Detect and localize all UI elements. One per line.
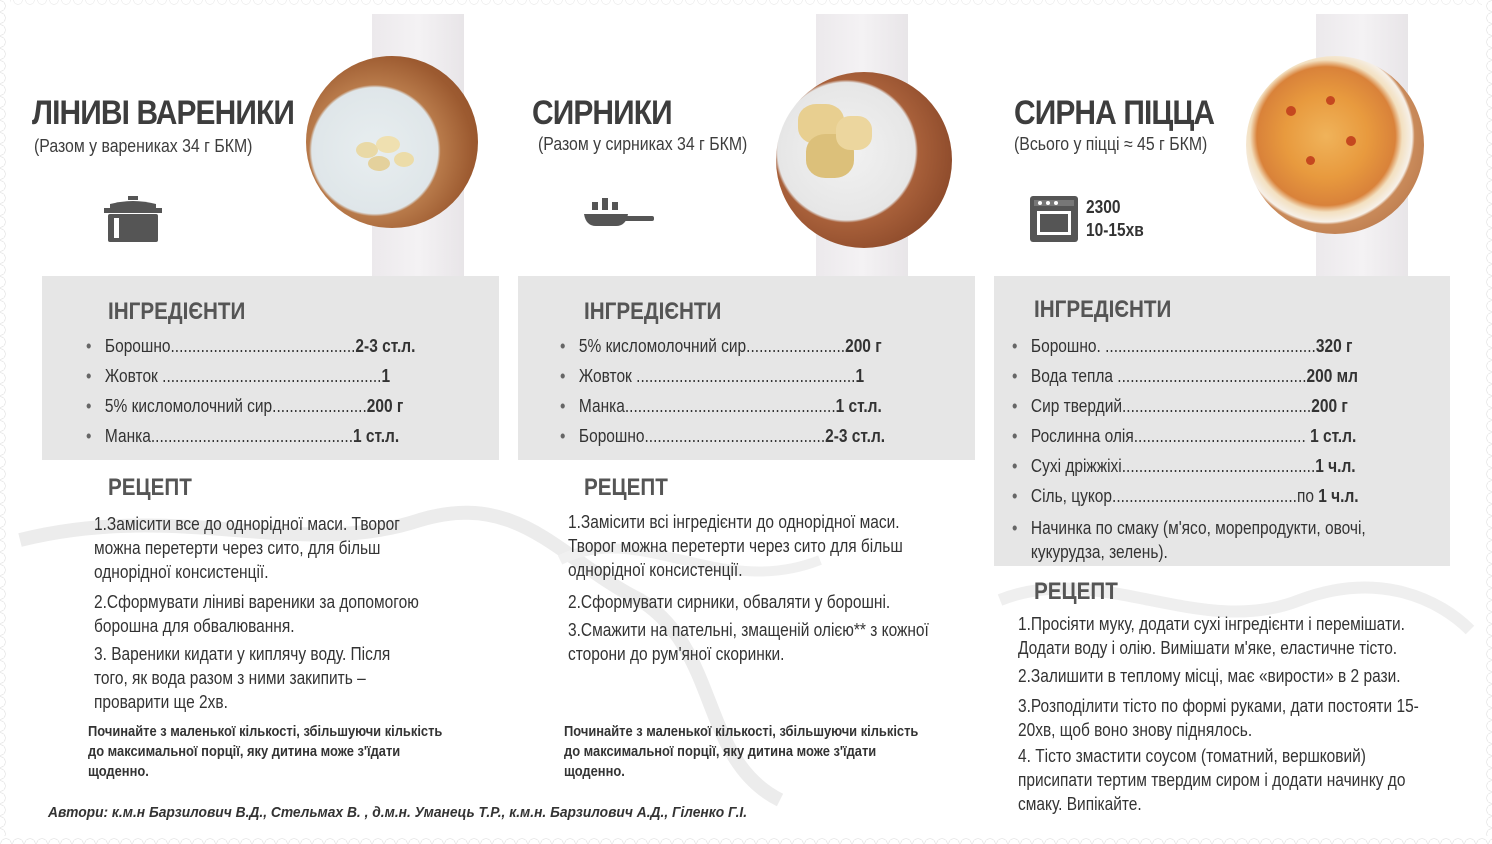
recipe-heading: РЕЦЕПТ <box>584 474 668 501</box>
oven-time: 10-15хв <box>1086 220 1144 240</box>
ingredient-item: • Борошно..........................................2-3 ст.л. <box>560 426 886 446</box>
pot-icon <box>104 196 162 244</box>
ingredient-item: • Борошно. .................................................320 г <box>1012 336 1353 356</box>
ingredient-item: • 5% кисломолочний сир......................200 г <box>86 396 404 416</box>
syrnyky-photo <box>776 72 952 248</box>
frying-pan-icon <box>584 196 654 230</box>
recipe-step: 1.Замісити все до однорідної маси. Творог можна перетерти через сито, для більш однорідної консистенції. <box>94 514 400 582</box>
recipe-step: 2.Залишити в теплому місці, має «вирости» в 2 рази. <box>1018 666 1401 686</box>
ingredient-item: • Рослинна олія........................................ 1 ст.л. <box>1012 426 1357 446</box>
ingredient-item: • Манка...............................................1 ст.л. <box>86 426 400 446</box>
recipe-step: 3.Смажити на пательні, змащеній олією** з кожної сторони до рум'яної скоринки. <box>568 620 929 664</box>
ingredient-item: • Вода тепла ............................................200 мл <box>1012 366 1358 386</box>
ingredient-item: • Манка.................................................1 ст.л. <box>560 396 882 416</box>
ingredient-item: • Сіль, цукор...........................................по 1 ч.л. <box>1012 486 1359 506</box>
oven-icon <box>1030 196 1078 242</box>
recipe-step: 3.Розподілити тісто по формі руками, дати постояти 15-20хв, щоб воно знову піднялось. <box>1018 696 1419 740</box>
recipe-step: 1.Просіяти муку, додати сухі інгредієнти і перемішати. Додати воду і олію. Вимішати м'яке, еластичне тісто. <box>1018 614 1405 658</box>
ingredient-item: • Начинка по смаку (м'ясо, морепродукти, овочі, кукурудза, зелень). <box>1012 518 1366 562</box>
oven-temperature: 2300 <box>1086 197 1121 217</box>
recipe-step: 2.Сформувати ліниві вареники за допомогою борошна для обвалювання. <box>94 592 419 636</box>
recipe-subtitle: (Разом у варениках 34 г БКМ) <box>34 136 253 156</box>
authors-credit: Автори: к.м.н Барзилович В.Д., Стельмах В. , д.м.н. Уманець Т.Р., к.м.н. Барзилович А.Д., Гіленко Г.І. <box>48 804 748 821</box>
portion-note: Починайте з маленької кількості, збільшуючи кількість до максимальної порції, яку дитина може з'їдати щоденно. <box>564 723 919 780</box>
ingredient-item: • Сухі дріжжіхі.............................................1 ч.л. <box>1012 456 1356 476</box>
recipe-title: СИРНИКИ <box>532 94 672 132</box>
recipe-heading: РЕЦЕПТ <box>108 474 192 501</box>
ingredient-item: • Борошно...........................................2-3 ст.л. <box>86 336 416 356</box>
recipe-step: 4. Тісто змастити соусом (томатний, вершковий) присипати тертим твердим сиром і додати начинку до смаку. Випікайте. <box>1018 746 1406 814</box>
ingredient-item: • Жовток ...................................................1 <box>560 366 865 386</box>
recipe-title: ЛІНИВІ ВАРЕНИКИ <box>32 94 294 132</box>
recipe-step: 1.Замісити всі інгредієнти до однорідної маси. Творог можна перетерти через сито для більш однорідної консистенції. <box>568 512 903 580</box>
ingredient-item: • 5% кисломолочний сир.......................200 г <box>560 336 882 356</box>
recipe-step: 2.Сформувати сирники, обваляти у борошні. <box>568 592 891 612</box>
ingredients-heading: ІНГРЕДІЄНТИ <box>584 298 722 325</box>
recipe-subtitle: (Всього у піцці ≈ 45 г БКМ) <box>1014 134 1208 154</box>
pizza-photo <box>1246 56 1424 234</box>
ingredient-item: • Сир твердий............................................200 г <box>1012 396 1348 416</box>
recipe-heading: РЕЦЕПТ <box>1034 578 1118 605</box>
ingredients-heading: ІНГРЕДІЄНТИ <box>108 298 246 325</box>
portion-note: Починайте з маленької кількості, збільшуючи кількість до максимальної порції, яку дитина може з'їдати щоденно. <box>88 723 443 780</box>
ingredient-item: • Жовток ...................................................1 <box>86 366 391 386</box>
recipe-title: СИРНА ПІЦЦА <box>1014 94 1215 132</box>
recipe-step: 3. Вареники кидати у киплячу воду. Після того, як вода разом з ними закипить – проварити ще 2хв. <box>94 644 391 712</box>
recipe-subtitle: (Разом у сирниках 34 г БКМ) <box>538 134 748 154</box>
oven-settings <box>1086 196 1144 242</box>
lazy-dumplings-photo <box>306 56 478 228</box>
ingredients-heading: ІНГРЕДІЄНТИ <box>1034 296 1172 323</box>
